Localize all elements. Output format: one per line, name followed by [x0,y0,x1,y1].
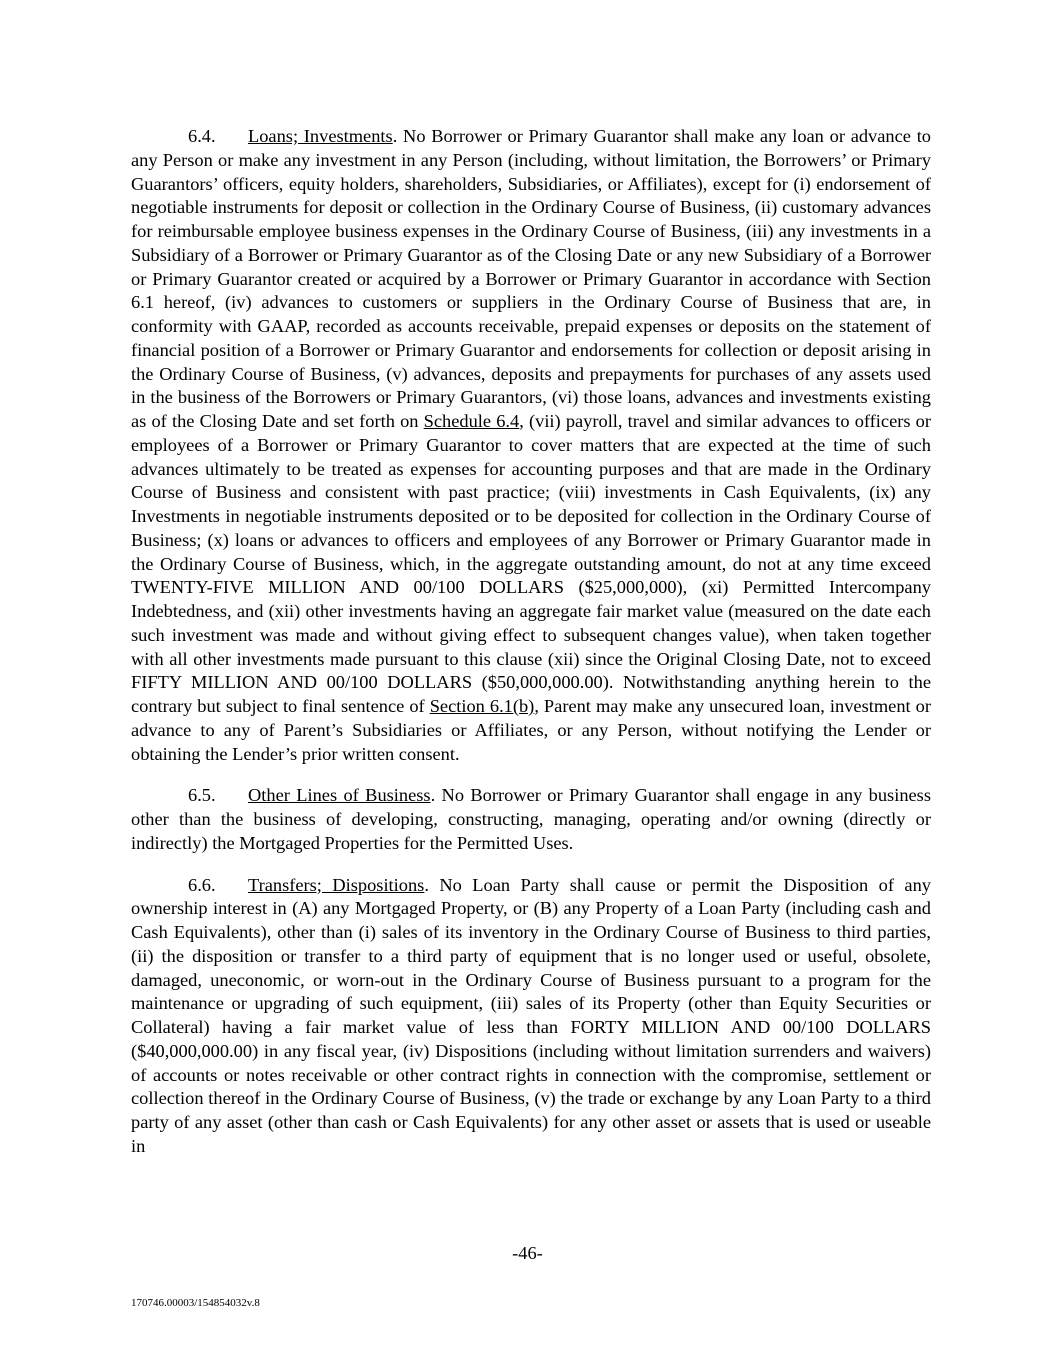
section-heading: Other Lines of Business [248,785,431,806]
section-heading: Transfers; Dispositions [248,874,425,895]
section-text: , Parent may make any unsecured loan, investment or advance to any of Parent’s Subsidiaries or Affiliates, or any Person, without notifying the Lender or obtaining the Lender’s prior written consent. [131,696,931,764]
section-text: . No Borrower or Primary Guarantor shall make any loan or advance to any Person or make any investment in any Person (including, without limitation, the Borrowers’ or Primary Guarantors’ officers, equity holders, shareholders, Subsidiaries, or Affiliates), except for (i) endorsement of negotiable instruments for deposit or collection in the Ordinary Course of Business, (ii) customary advances for reimbursable employee business expenses in the Ordinary Course of Business, (iii) any investments in a Subsidiary of a Borrower or Primary Guarantor as of the Closing Date or any new Subsidiary of a Borrower or Primary Guarantor created or acquired by a Borrower or Primary Guarantor in accordance with Section 6.1 hereof, (iv) advances to customers or suppliers in the Ordinary Course of Business that are, in conformity with GAAP, recorded as accounts receivable, prepaid expenses or deposits on the statement of financial position of a Borrower or Primary Guarantor and endorsements for collection or deposit arising in the Ordinary Course of Business, (v) advances, deposits and prepayments for purchases of any assets used in the business of the Borrowers or Primary Guarantors, (vi) those loans, advances and investments existing as of the Closing Date and set forth on [131,126,931,431]
document-id: 170746.00003/154854032v.8 [131,1297,260,1309]
section-number: 6.5. [188,785,216,806]
section-6-6 [131,874,931,1159]
section-6-5 [131,784,931,855]
section-reference: Section 6.1(b) [429,696,535,716]
section-text: , (vii) payroll, travel and similar advances to officers or employees of a Borrower or Primary Guarantor to cover matters that are expected at the time of such advances ultimately to be treated as expenses for accounting purposes and that are made in the Ordinary Course of Business and consistent with past practice; (viii) investments in Cash Equivalents, (ix) any Investments in negotiable instruments deposited or to be deposited for collection in the Ordinary Course of Business; (x) loans or advances to officers and employees of any Borrower or Primary Guarantor made in the Ordinary Course of Business, which, in the aggregate outstanding amount, do not at any time exceed TWENTY-FIVE MILLION AND 00/100 DOLLARS ($25,000,000), (xi) Permitted Intercompany Indebtedness, and (xii) other investments having an aggregate fair market value (measured on the date each such investment was made and without giving effect to subsequent changes value), when taken together with all other investments made pursuant to this clause (xii) since the Original Closing Date, not to exceed FIFTY MILLION AND 00/100 DOLLARS ($50,000,000.00). Notwithstanding anything herein to the contrary but subject to final sentence of [131,411,932,716]
section-heading: Loans; Investments [248,126,393,146]
section-number: 6.4. [188,126,216,146]
document-body [131,125,931,1159]
section-text: . No Loan Party shall cause or permit the Disposition of any ownership interest in (A) any Mortgaged Property, or (B) any Property of a Loan Party (including cash and Cash Equivalents), other than (i) sales of its inventory in the Ordinary Course of Business to third parties, (ii) the disposition or transfer to a third party of equipment that is no longer used or useful, obsolete, damaged, uneconomic, or worn-out in the Ordinary Course of Business pursuant to a program for the maintenance or upgrading of such equipment, (iii) sales of its Property (other than Equity Securities or Collateral) having a fair market value of less than FORTY MILLION AND 00/100 DOLLARS ($40,000,000.00) in any fiscal year, (iv) Dispositions (including without limitation surrenders and waivers) of accounts or notes receivable or other contract rights in connection with the compromise, settlement or collection thereof in the Ordinary Course of Business, (v) the trade or exchange by any Loan Party to a third party of any asset (other than cash or Cash Equivalents) for any other asset or assets that is used or useable in [131,874,931,1156]
section-text: . No Borrower or Primary Guarantor shall engage in any business other than the business of developing, constructing, managing, operating and/or owning (directly or indirectly) the Mortgaged Properties for the Permitted Uses. [131,785,931,853]
schedule-reference: Schedule 6.4 [423,411,520,431]
section-6-4 [131,125,931,766]
page-number: -46- [512,1243,543,1263]
section-number: 6.6. [188,874,216,895]
